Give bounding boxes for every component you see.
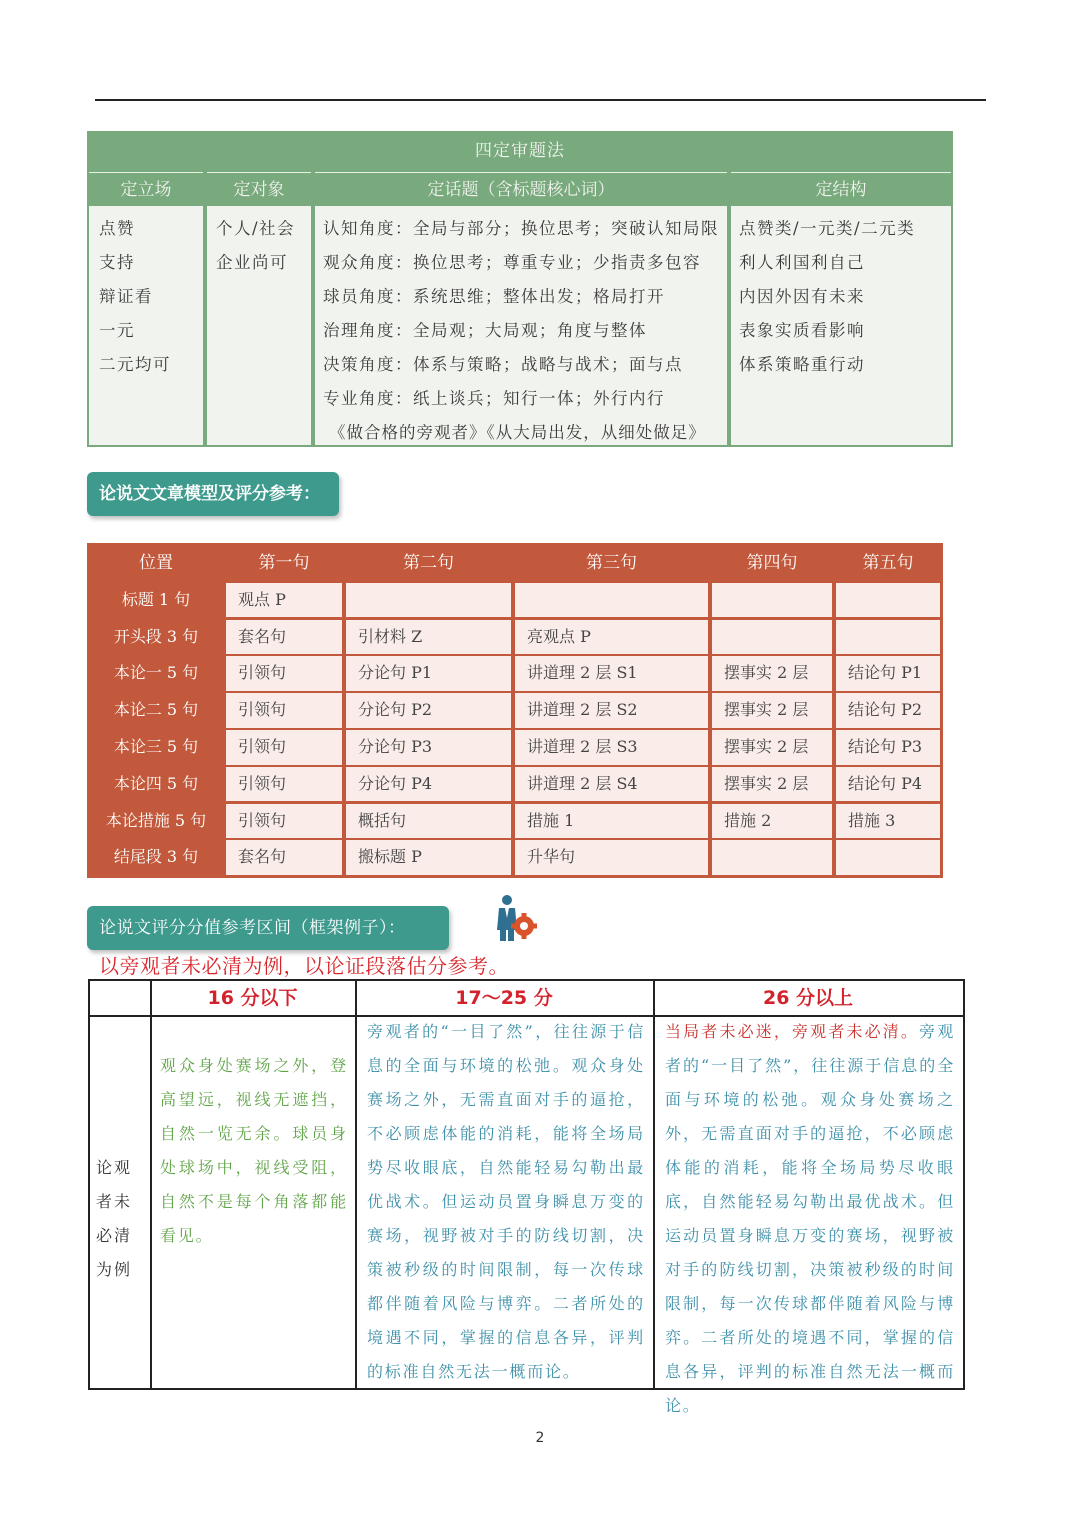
table-border <box>150 979 152 1390</box>
model-cell <box>712 840 832 875</box>
low-score-sample: 观众身处赛场之外，登高望远，视线无遮挡，自然一览无余。球员身处球场中，视线受阻，自然不是每个角落都能看见。 <box>160 1056 348 1245</box>
model-cell: 分论句 P4 <box>346 767 511 802</box>
header-rule <box>95 99 986 101</box>
model-cell: 引领句 <box>226 730 342 765</box>
high-score-sample <box>665 1015 955 1423</box>
stance-item: 支持 <box>99 253 135 272</box>
model-cell: 观点 P <box>226 583 342 618</box>
score-range-table <box>88 979 965 1415</box>
row-label: 论观者未必清为例 <box>96 1158 133 1279</box>
model-row-label: 本论二 5 句 <box>90 693 222 728</box>
topic-item: 治理角度：全局观；大局观；角度与整体 <box>323 321 647 340</box>
model-cell <box>346 583 511 618</box>
model-cell: 概括句 <box>346 804 511 839</box>
topic-item: 决策角度：体系与策略；战略与战术；面与点 <box>323 355 683 374</box>
model-cell: 讲道理 2 层 S2 <box>515 693 708 728</box>
model-cell: 分论句 P2 <box>346 693 511 728</box>
target-item: 企业尚可 <box>216 253 288 272</box>
model-row-label: 本论四 5 句 <box>90 767 222 802</box>
model-cell <box>836 583 940 618</box>
model-cell: 搬标题 P <box>346 840 511 875</box>
table-border <box>963 979 965 1390</box>
model-cell: 结论句 P4 <box>836 767 940 802</box>
model-header-3: 第三句 <box>586 553 637 573</box>
model-header-1: 第一句 <box>258 553 310 573</box>
model-header-2: 第二句 <box>403 553 454 573</box>
model-cell: 引材料 Z <box>346 620 511 655</box>
header-below-16: 16 分以下 <box>207 987 298 1009</box>
model-cell: 措施 2 <box>712 804 832 839</box>
model-cell <box>836 620 940 655</box>
model-cell: 升华句 <box>515 840 708 875</box>
page-number: 2 <box>535 1430 545 1446</box>
model-cell: 结论句 P2 <box>836 693 940 728</box>
stance-column <box>89 206 203 445</box>
model-cell: 措施 1 <box>515 804 708 839</box>
model-cell: 套名句 <box>226 620 342 655</box>
score-section-tab: 论说文评分分值参考区间（框架例子）： <box>87 906 449 950</box>
target-item: 个人/社会 <box>216 219 296 238</box>
model-cell: 结论句 P3 <box>836 730 940 765</box>
four-methods-title: 四定审题法 <box>475 141 565 161</box>
model-cell <box>515 583 708 618</box>
score-example-note: 以旁观者未必清为例，以论证段落估分参考。 <box>99 954 509 978</box>
businessman-gear-icon <box>494 894 538 942</box>
table-border <box>653 979 655 1390</box>
model-cell: 引领句 <box>226 693 342 728</box>
structure-item: 表象实质看影响 <box>739 321 865 340</box>
model-section-tab: 论说文文章模型及评分参考： <box>87 472 339 516</box>
model-cell <box>712 583 832 618</box>
model-cell: 分论句 P3 <box>346 730 511 765</box>
model-cell: 引领句 <box>226 656 342 691</box>
topic-item: 球员角度：系统思维；整体出发；格局打开 <box>323 287 665 306</box>
model-header-5: 第五句 <box>862 553 914 573</box>
model-row-label: 开头段 3 句 <box>90 620 222 655</box>
topic-column <box>315 206 727 445</box>
header-above-26: 26 分以上 <box>762 987 854 1009</box>
header-structure: 定结构 <box>731 172 951 207</box>
model-cell: 措施 3 <box>836 804 940 839</box>
model-row-label: 结尾段 3 句 <box>90 840 222 875</box>
structure-item: 体系策略重行动 <box>739 355 865 374</box>
model-cell: 摆事实 2 层 <box>712 730 832 765</box>
structure-column <box>731 206 951 445</box>
stance-item: 二元均可 <box>99 355 171 374</box>
stance-item: 一元 <box>99 321 135 340</box>
model-row-label: 本论措施 5 句 <box>90 804 222 839</box>
model-cell: 引领句 <box>226 804 342 839</box>
model-row-label: 本论一 5 句 <box>90 656 222 691</box>
header-topic: 定话题（含标题核心词） <box>315 172 727 207</box>
table-border <box>88 979 90 1390</box>
model-cell: 结论句 P1 <box>836 656 940 691</box>
topic-item: 观众角度：换位思考；尊重专业；少指责多包容 <box>323 253 701 272</box>
model-cell: 摆事实 2 层 <box>712 767 832 802</box>
model-cell: 引领句 <box>226 767 342 802</box>
mid-score-sample: 旁观者的“一目了然”，往往源于信息的全面与环境的松弛。观众身处赛场之外，无需直面对手的逼抢，不必顾虑体能的消耗，能将全场局势尽收眼底，自然能轻易勾勒出最优战术。但运动员置身瞬息万变的赛场，视野被对手的防线切割，决策被秒级的时间限制，每一次传球都伴随着风险与博弈。二者所处的境遇不同，掌握的信息各异，评判的标准自然无法一概而论。 <box>367 1022 645 1381</box>
model-cell: 摆事实 2 层 <box>712 656 832 691</box>
stance-item: 辩证看 <box>99 287 153 306</box>
essay-model-table <box>87 543 943 878</box>
model-cell: 讲道理 2 层 S1 <box>515 656 708 691</box>
high-score-body: 旁观者的“一目了然”，往往源于信息的全面与环境的松弛。观众身处赛场之外，无需直面对手的逼抢，不必顾虑体能的消耗，能将全场局势尽收眼底，自然能轻易勾勒出最优战术。但运动员置身瞬息万变的赛场，视野被对手的防线切割，决策被秒级的时间限制，每一次传球都伴随着风险与博弈。二者所处的境遇不同，掌握的信息各异，评判的标准自然无法一概而论。 <box>665 1022 955 1415</box>
structure-item: 利人利国利自己 <box>739 253 865 272</box>
header-target: 定对象 <box>207 172 311 207</box>
four-methods-table <box>87 131 953 447</box>
target-column <box>207 206 311 445</box>
model-row-label: 本论三 5 句 <box>90 730 222 765</box>
header-stance: 定立场 <box>89 172 203 207</box>
header-17-25: 17～25 分 <box>455 987 553 1009</box>
stance-item: 点赞 <box>99 219 135 238</box>
model-cell: 摆事实 2 层 <box>712 693 832 728</box>
model-cell: 讲道理 2 层 S4 <box>515 767 708 802</box>
table-border <box>355 979 357 1390</box>
model-cell: 亮观点 P <box>515 620 708 655</box>
model-header-0: 位置 <box>139 553 173 573</box>
model-cell: 讲道理 2 层 S3 <box>515 730 708 765</box>
structure-item: 内因外因有未来 <box>739 287 865 306</box>
model-cell <box>836 840 940 875</box>
topic-item: 认知角度：全局与部分；换位思考；突破认知局限 <box>323 219 719 238</box>
high-score-thesis: 当局者未必迷，旁观者未必清。 <box>665 1022 920 1041</box>
model-cell <box>712 620 832 655</box>
topic-item: 专业角度：纸上谈兵；知行一体；外行内行 <box>323 389 665 408</box>
structure-item: 点赞类/一元类/二元类 <box>739 219 916 238</box>
topic-sample-titles: 《做合格的旁观者》《从大局出发，从细处做足》 <box>329 423 706 442</box>
model-row-label: 标题 1 句 <box>90 583 222 618</box>
model-cell: 分论句 P1 <box>346 656 511 691</box>
model-header-4: 第四句 <box>746 553 798 573</box>
model-cell: 套名句 <box>226 840 342 875</box>
